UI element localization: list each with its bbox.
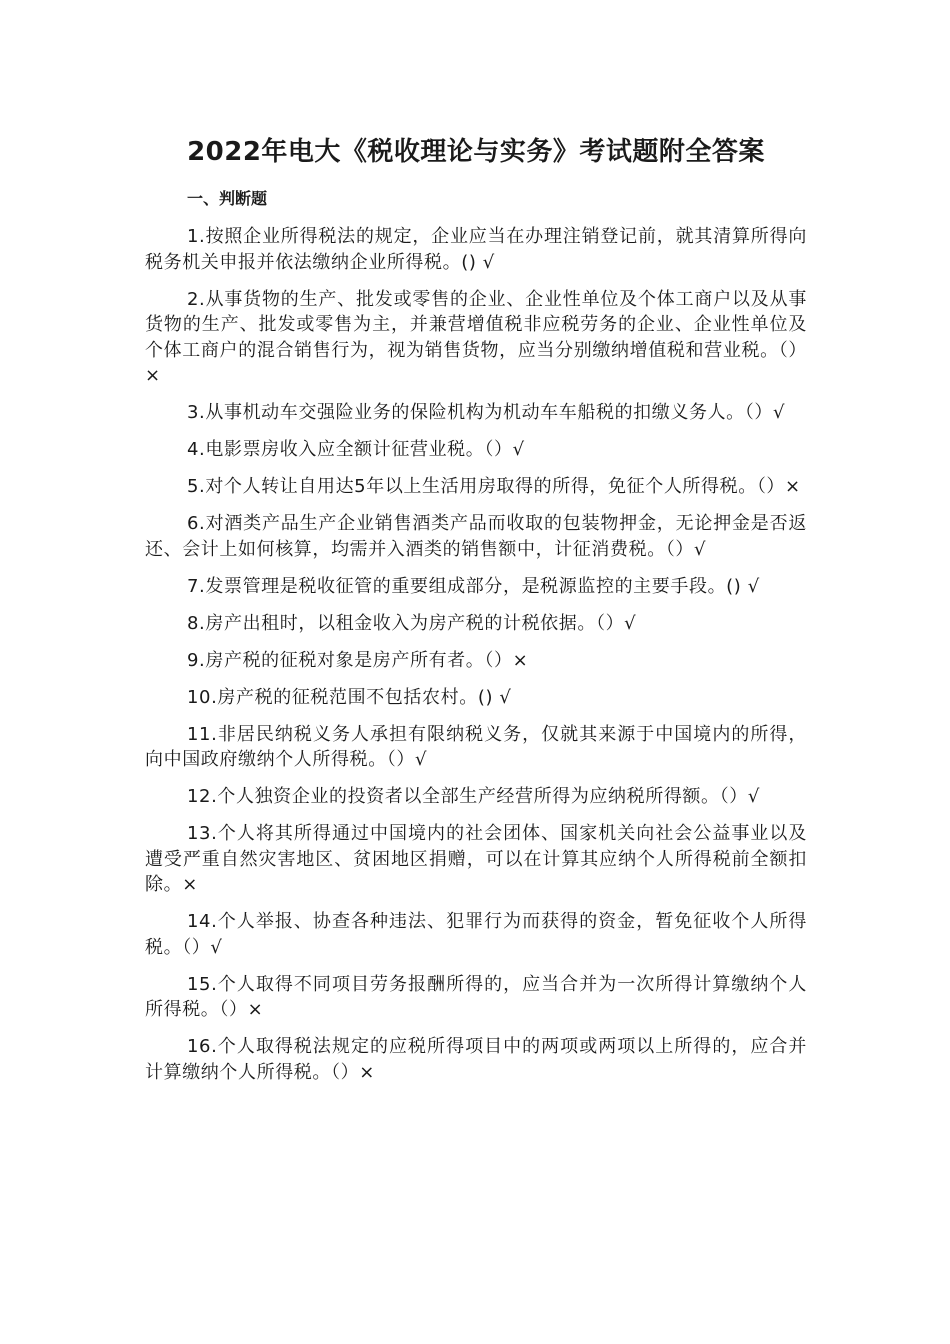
question-item: 7.发票管理是税收征管的重要组成部分，是税源监控的主要手段。() √ <box>187 575 760 597</box>
question-item: 6.对酒类产品生产企业销售酒类产品而收取的包装物押金，无论押金是否返还、会计上如何核算，均需并入酒类的销售额中，计征消费税。（）√ <box>145 513 807 560</box>
question-item: 10.房产税的征税范围不包括农村。() √ <box>187 686 512 708</box>
section-heading: 一、判断题 <box>187 189 268 208</box>
question-item: 13.个人将其所得通过中国境内的社会团体、国家机关向社会公益事业以及遭受严重自然灾害地区、贫困地区捐赠，可以在计算其应纳个人所得税前全额扣除。× <box>145 823 807 895</box>
document-page <box>145 128 807 1097</box>
question-item: 1.按照企业所得税法的规定，企业应当在办理注销登记前，就其清算所得向税务机关申报并依法缴纳企业所得税。() √ <box>145 226 807 273</box>
question-item: 4.电影票房收入应全额计征营业税。（）√ <box>187 439 525 460</box>
question-item: 2.从事货物的生产、批发或零售的企业、企业性单位及个体工商户以及从事货物的生产、批发或零售为主，并兼营增值税非应税劳务的企业、企业性单位及个体工商户的混合销售行为，视为销售货物，应当分别缴纳增值税和营业税。（）× <box>145 288 807 386</box>
question-item: 9.房产税的征税对象是房产所有者。（）× <box>187 649 529 671</box>
document-title: 2022年电大《税收理论与实务》考试题附全答案 <box>187 137 765 167</box>
question-item: 11.非居民纳税义务人承担有限纳税义务，仅就其来源于中国境内的所得，向中国政府缴纳个人所得税。（）√ <box>145 723 807 770</box>
question-item: 16.个人取得税法规定的应税所得项目中的两项或两项以上所得的，应合并计算缴纳个人所得税。（）× <box>145 1036 807 1083</box>
question-item: 8.房产出租时，以租金收入为房产税的计税依据。（）√ <box>187 612 637 634</box>
question-item: 5.对个人转让自用达5年以上生活用房取得的所得，免征个人所得税。（）× <box>187 476 801 497</box>
question-item: 15.个人取得不同项目劳务报酬所得的，应当合并为一次所得计算缴纳个人所得税。（）× <box>145 973 807 1020</box>
question-item: 3.从事机动车交强险业务的保险机构为机动车车船税的扣缴义务人。（）√ <box>187 402 786 423</box>
question-item: 14.个人举报、协查各种违法、犯罪行为而获得的资金，暂免征收个人所得税。（）√ <box>145 911 807 958</box>
question-item: 12.个人独资企业的投资者以全部生产经营所得为应纳税所得额。（）√ <box>187 786 760 807</box>
